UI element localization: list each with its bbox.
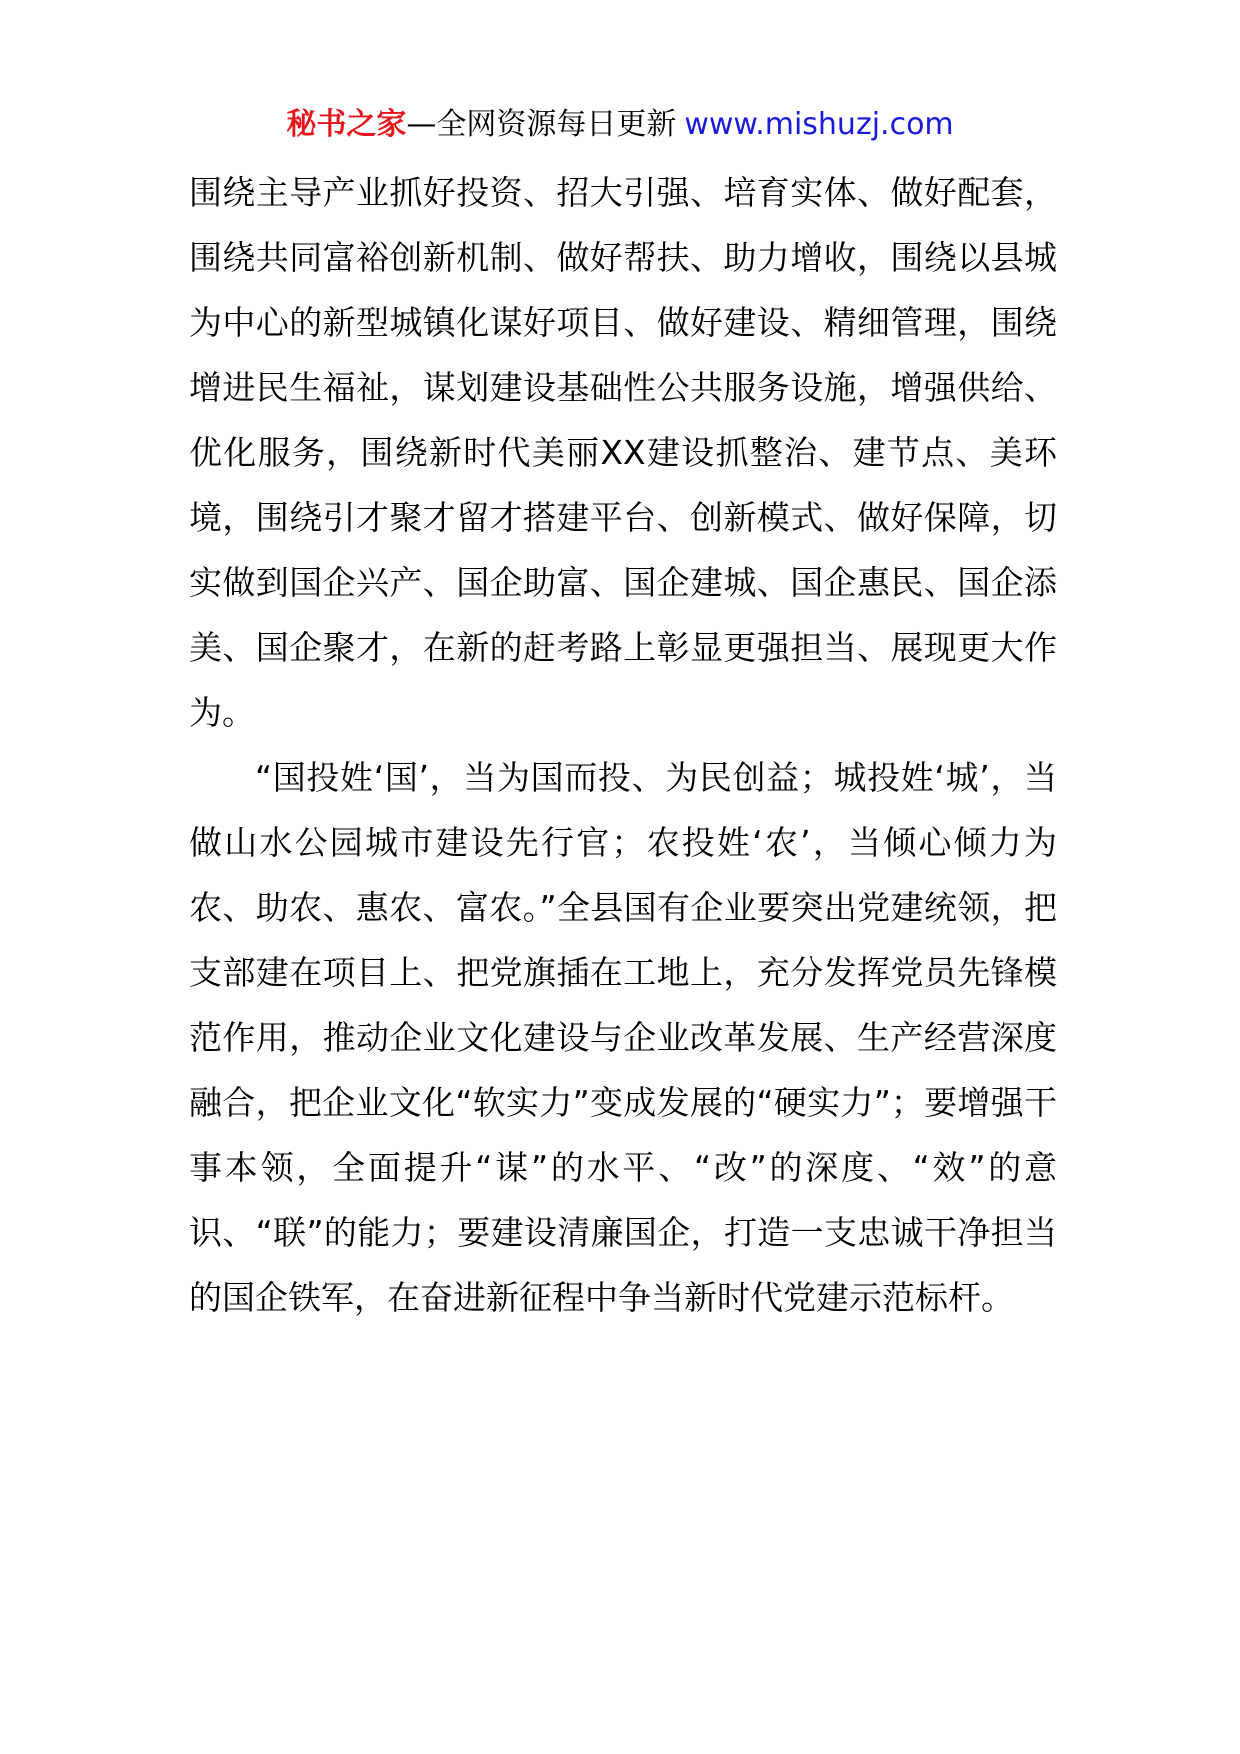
paragraph-2: “国投姓‘国’，当为国而投、为民创益；城投姓‘城’，当做山水公园城市建设先行官；农投姓‘农’，当倾心倾力为农、助农、惠农、富农。”全县国有企业要突出党建统领，把支部建在项目上、把党旗插在工地上，充分发挥党员先锋模范作用，推动企业文化建设与企业改革发展、生产经营深度融合，把企业文化“软实力”变成发展的“硬实力”；要增强干事本领，全面提升“谋”的水平、“改”的深度、“效”的意识、“联”的能力；要建设清廉国企，打造一支忠诚干净担当的国企铁军，在奋进新征程中争当新时代党建示范标杆。 [189, 758, 1057, 1317]
site-url-link[interactable]: www.mishuzj.com [684, 107, 954, 142]
paragraph-1: 围绕主导产业抓好投资、招大引强、培育实体、做好配套，围绕共同富裕创新机制、做好帮扶、助力增收，围绕以县城为中心的新型城镇化谋好项目、做好建设、精细管理，围绕增进民生福祉，谋划建设基础性公共服务设施，增强供给、优化服务，围绕新时代美丽XX建设抓整治、建节点、美环境，围绕引才聚才留才搭建平台、创新模式、做好保障，切实做到国企兴产、国企助富、国企建城、国企惠民、国企添美、国企聚才，在新的赶考路上彰显更强担当、展现更大作为。 [189, 173, 1057, 732]
site-brand: 秘书之家 [286, 107, 407, 142]
site-tagline: —全网资源每日更新 [406, 107, 677, 142]
document-body [189, 160, 1057, 1330]
site-header [0, 103, 1240, 147]
